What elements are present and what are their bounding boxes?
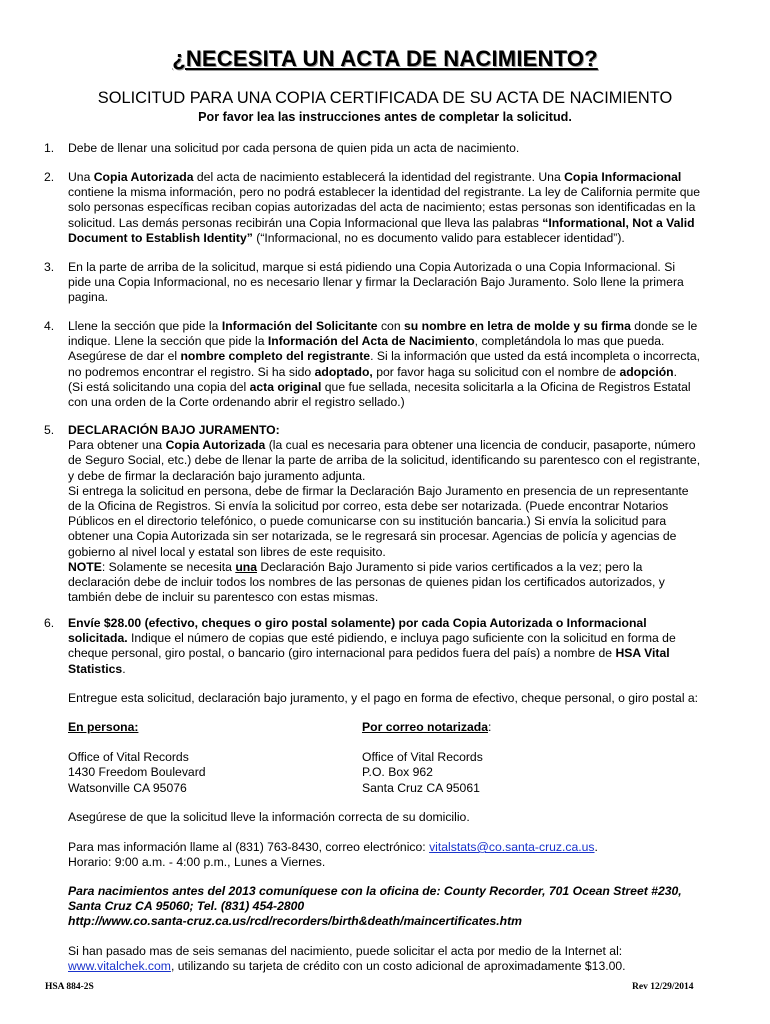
instruction-item-5: 5. DECLARACIÓN BAJO JURAMENTO: Para obtener una Copia Autorizada (la cual es necesaria para obtener una licencia de conducir, pasaporte, número de Seguro Social, etc.) debe de llenar la parte de arriba de la solicitud, identificando su parentesco con el registrante, y debe de firmar la declaración bajo juramento adjunta. Si entrega la solicitud en persona, debe de firmar la Declaración Bajo Juramento en presencia de un representante de la Oficina de Registros. Si envía la solicitud por correo, esta debe ser notarizada. (Puede encontrar Notarios Públicos en el directorio telefónico, o puede comunicarse con su institución bancaria.) Si envía la solicitud para obtener una Copia Autorizada sin ser notarizada, se le regresará sin procesar. Agencias de policía y agencias de gobierno al nivel local y estatal son libres de este requisito. NOTE: Solamente se necesita una Declaración Bajo Juramento si pide varios certificados a la vez; pero la declaración debe de incluir todos los nombres de las personas de quienes pidan los certificados autorizados, y también debe de incluir su parentesco con estas mismas. <box>44 423 701 605</box>
mail-address: Por correo notarizada: Office of Vital Records P.O. Box 962 Santa Cruz CA 95061 <box>362 720 492 795</box>
instruction-item-4: 4. Llene la sección que pide la Información del Solicitante con su nombre en letra de molde y su firma donde se le indique. Llene la sección que pide la Información del Acta de Nacimiento, completándola lo mas que pueda. Asegúrese de dar el nombre completo del registrante. Si la información que usted da está incompleta o incorrecta, no podremos encontrar el registro. Si ha sido adoptado, por favor haga su solicitud con el nombre de adopción. (Si está solicitando una copia del acta original que fue sellada, necesita solicitarla a la Oficina de Registros Estatal con una orden de la Corte ordenando abrir el registro sellado.) <box>44 319 701 410</box>
form-subtitle: SOLICITUD PARA UNA COPIA CERTIFICADA DE SU ACTA DE NACIMIENTO <box>97 89 673 107</box>
instruction-item-6: 6. Envíe $28.00 (efectivo, cheques o giro postal solamente) por cada Copia Autorizada o Informacional solicitada. Indique el número de copias que esté pidiendo, e incluya pago suficiente con la solicitud en forma de cheque personal, giro postal, o bancario (giro internacional para pedidos fuera del país) a nombre de HSA Vital Statistics. <box>44 616 676 676</box>
instruction-item-1: 1. Debe de llenar una solicitud por cada persona de quien pida un acta de nacimiento. <box>44 141 520 155</box>
county-recorder-info: Para nacimientos antes del 2013 comuníquese con la oficina de: County Recorder, 701 Ocean Street #230, Santa Cruz CA 95060; Tel. (831) 454-2800 http://www.co.santa-cruz.ca.us/rcd/recorders/birth&death/maincertificates.htm <box>68 884 682 929</box>
instruction-item-3: 3. En la parte de arriba de la solicitud, marque si está pidiendo una Copia Autorizada o una Copia Informacional. Si pide una Copia Informacional, no es necesario llenar y firmar la Declaración Bajo Juramento. Solo llene la primera pagina. <box>44 260 684 305</box>
email-link[interactable]: vitalstats@co.santa-cruz.ca.us <box>429 840 595 854</box>
in-person-address: En persona: Office of Vital Records 1430 Freedom Boulevard Watsonville CA 95076 <box>68 720 206 795</box>
office-hours: Horario: 9:00 a.m. - 4:00 p.m., Lunes a Viernes. <box>68 855 326 870</box>
instructions-note: Por favor lea las instrucciones antes de completar la solicitud. <box>198 110 572 124</box>
instruction-item-2: 2. Una Copia Autorizada del acta de nacimiento establecerá la identidad del registrante. Una Copia Informacional contiene la misma información, pero no podrá establecer la identidad del registrante. La ley de California permite que solo personas específicas reciban copias autorizadas del acta de nacimiento; estas personas son identificadas en la solicitud. Las demás personas recibirán una Copia Informacional que lleva las palabras “Informational, Not a Valid Document to Establish Identity” (“Informacional, no es documento valido para establecer identidad”). <box>44 170 701 245</box>
recorder-url: http://www.co.santa-cruz.ca.us/rcd/recorders/birth&death/maincertificates.htm <box>68 914 522 929</box>
delivery-instructions: Entregue esta solicitud, declaración bajo juramento, y el pago en forma de efectivo, cheque personal, o giro postal a: <box>68 691 699 705</box>
revision-date: Rev 12/29/2014 <box>632 982 694 992</box>
vitalchek-link[interactable]: www.vitalchek.com <box>68 959 171 974</box>
form-id: HSA 884-2S <box>45 982 94 992</box>
page-title: ¿NECESITA UN ACTA DE NACIMIENTO? <box>172 46 598 71</box>
internet-order-info: Si han pasado mas de seis semanas del nacimiento, puede solicitar el acta por medio de la Internet al: www.vitalchek.com, utilizando su tarjeta de crédito con un costo adicional de aproximadamente $13.00. <box>68 944 626 974</box>
in-person-heading: En persona: <box>68 720 139 734</box>
address-note: Asegúrese de que la solicitud lleve la información correcta de su domicilio. <box>68 810 470 824</box>
contact-info: Para mas información llame al (831) 763-8430, correo electrónico: vitalstats@co.santa-cruz.ca.us. Horario: 9:00 a.m. - 4:00 p.m., Lunes a Viernes. <box>68 840 728 870</box>
mail-heading: Por correo notarizada <box>362 720 488 734</box>
